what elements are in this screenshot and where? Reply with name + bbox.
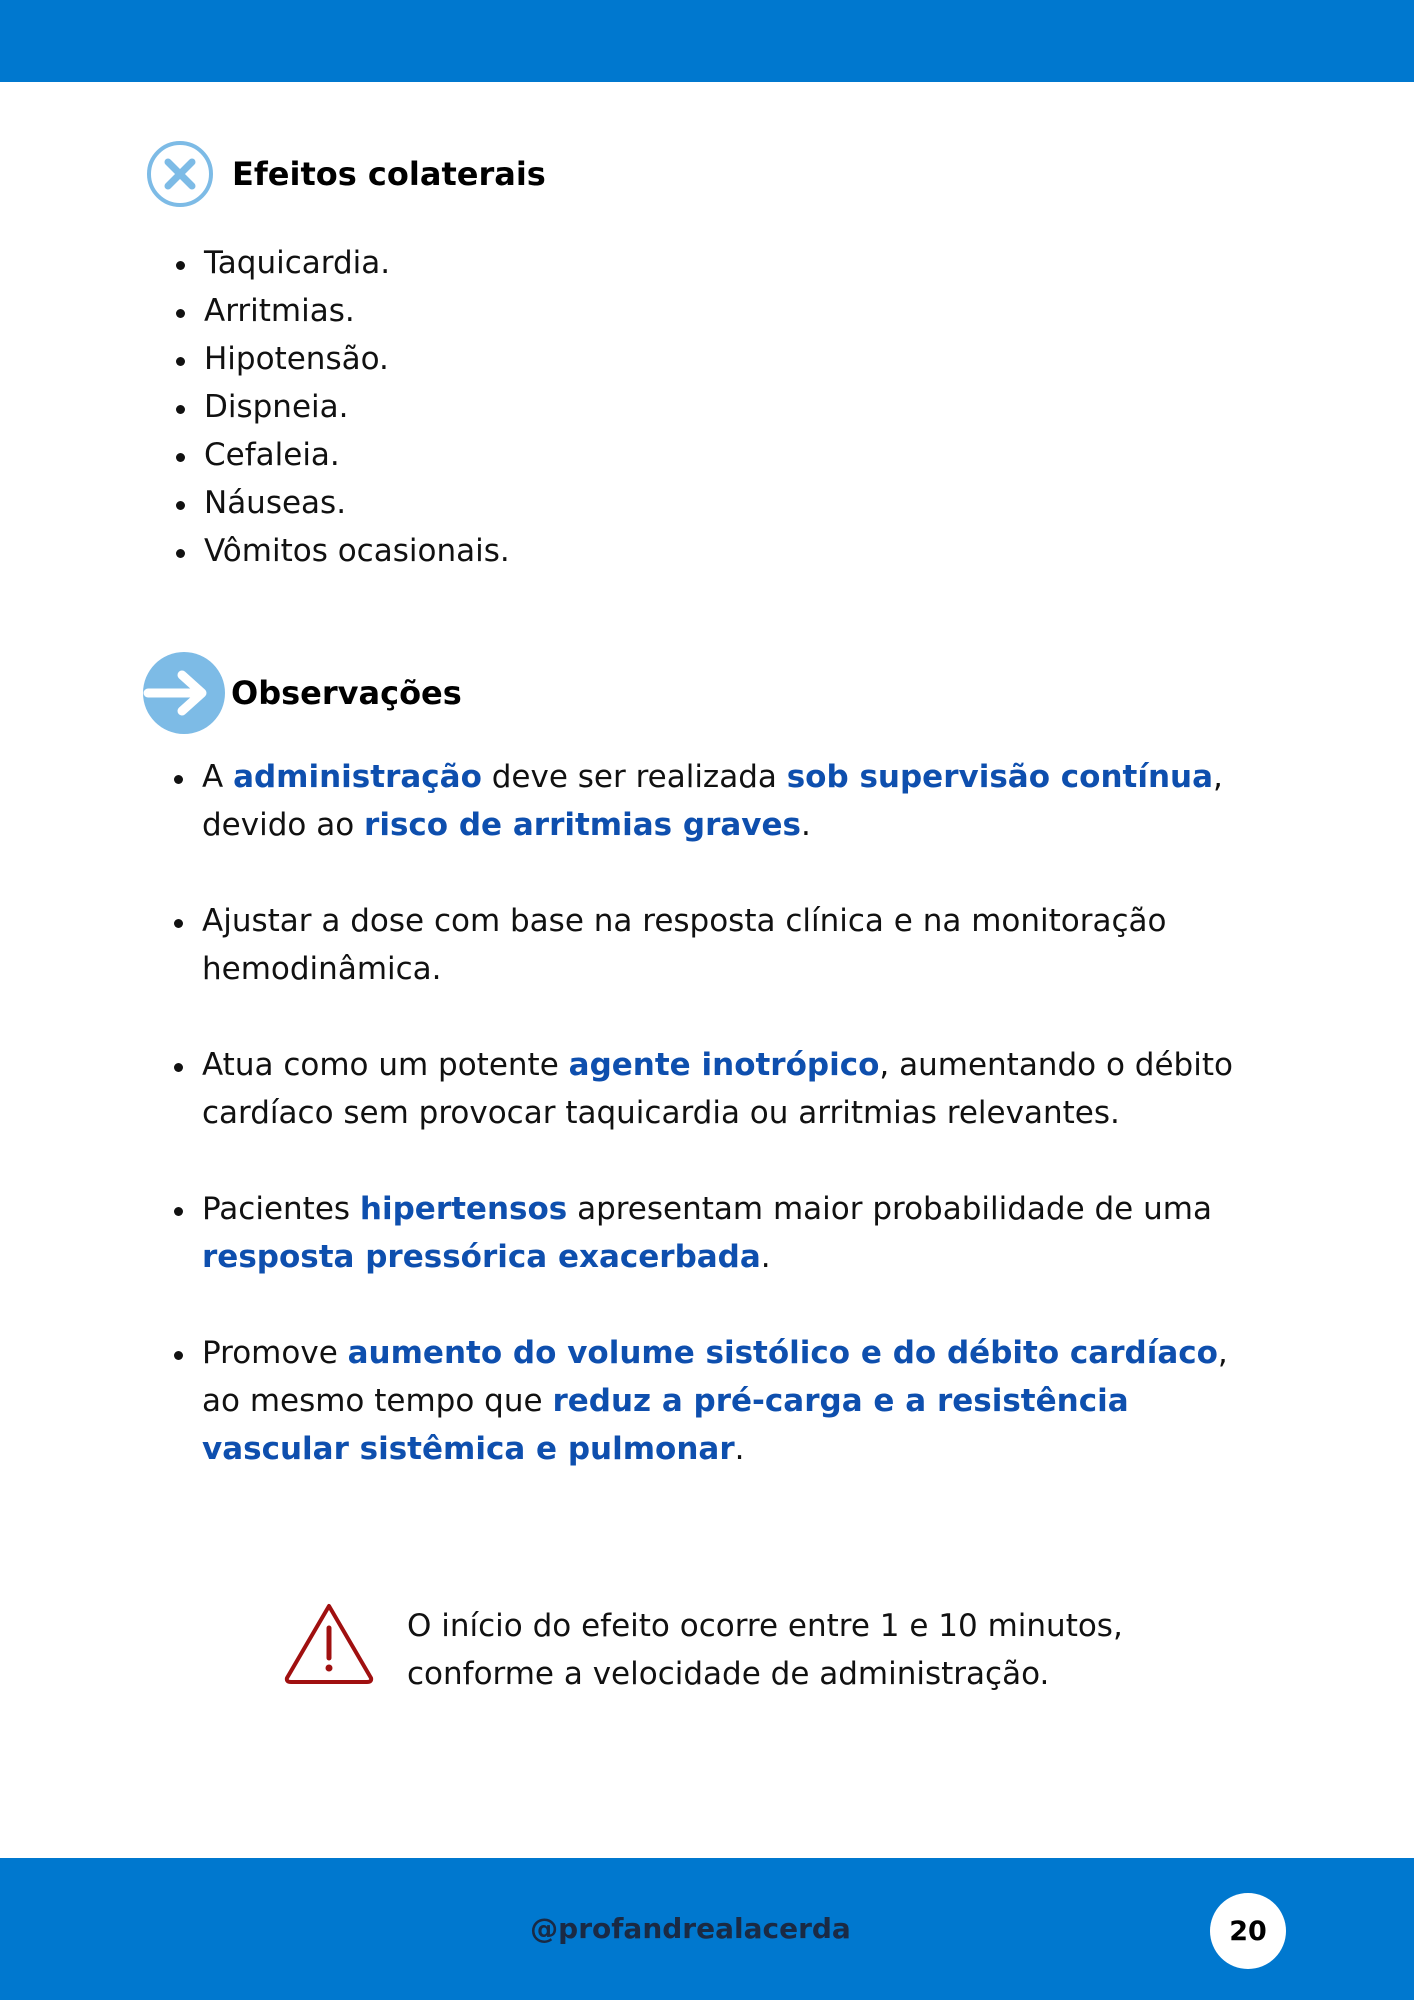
highlighted-text: administração <box>233 759 482 795</box>
highlighted-text: sob supervisão contínua <box>786 759 1214 795</box>
highlighted-text: aumento do volume sistólico e do débito cardíaco <box>347 1335 1218 1371</box>
highlighted-text: reduz a pré-carga e a resistência vascular sistêmica e pulmonar <box>202 1383 1129 1467</box>
text-run: A <box>202 759 234 795</box>
highlighted-text: hipertensos <box>359 1191 568 1227</box>
highlighted-text: agente inotrópico <box>568 1047 880 1083</box>
observation-item <box>202 897 1252 993</box>
text-run: Ajustar a dose com base na resposta clínica e na monitoração hemodinâmica. <box>202 903 1167 987</box>
effects-list-item: Cefaleia. <box>204 431 510 479</box>
text-run: . <box>800 807 811 843</box>
warning-note <box>283 1602 1167 1698</box>
text-run: , aumentando o débito cardíaco sem provocar taquicardia ou arritmias relevantes. <box>202 1047 1233 1131</box>
text-run: Promove <box>202 1335 348 1371</box>
text-run: . <box>760 1239 771 1275</box>
section-header-effects <box>146 140 546 208</box>
effects-list-item: Vômitos ocasionais. <box>204 527 510 575</box>
page-number: 20 <box>1210 1893 1286 1969</box>
text-run: deve ser realizada <box>481 759 787 795</box>
text-run: . <box>734 1431 745 1467</box>
warning-text: O início do efeito ocorre entre 1 e 10 minutos, conforme a velocidade de administração. <box>407 1608 1123 1692</box>
text-run: , devido ao <box>202 759 1223 843</box>
footer-handle: @profandrealacerda <box>530 1912 851 1945</box>
text-run: Atua como um potente <box>202 1047 569 1083</box>
section-header-obs <box>142 651 462 735</box>
observation-item <box>202 1329 1252 1473</box>
effects-list-item: Dispneia. <box>204 383 510 431</box>
text-run: , ao mesmo tempo que <box>202 1335 1228 1419</box>
highlighted-text: resposta pressórica exacerbada <box>202 1239 761 1275</box>
warning-triangle-icon <box>283 1602 375 1684</box>
observation-item <box>202 1185 1252 1281</box>
effects-list-item: Arritmias. <box>204 287 510 335</box>
observation-item <box>202 1041 1252 1137</box>
effects-list-item: Hipotensão. <box>204 335 510 383</box>
text-run: apresentam maior probabilidade de uma <box>567 1191 1212 1227</box>
effects-list <box>204 239 510 575</box>
arrow-right-circle-icon <box>142 651 226 735</box>
top-banner <box>0 0 1414 82</box>
effects-list-item: Taquicardia. <box>204 239 510 287</box>
observation-item <box>202 753 1252 849</box>
effects-list-item: Náuseas. <box>204 479 510 527</box>
text-run: Pacientes <box>202 1191 360 1227</box>
section-title-effects: Efeitos colaterais <box>232 155 546 193</box>
section-title-obs: Observações <box>231 674 462 712</box>
close-circle-icon <box>146 140 214 208</box>
highlighted-text: risco de arritmias graves <box>364 807 801 843</box>
observations-list <box>202 753 1252 1521</box>
